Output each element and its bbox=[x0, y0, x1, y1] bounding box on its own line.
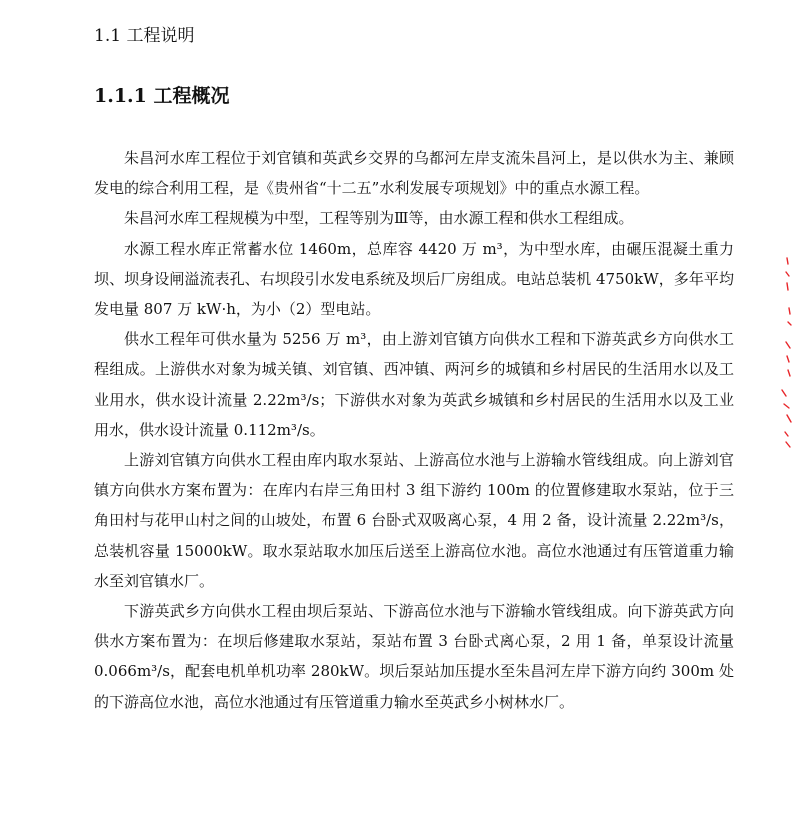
paragraph-overview: 朱昌河水库工程位于刘官镇和英武乡交界的乌都河左岸支流朱昌河上，是以供水为主、兼顾发电的综合利用工程，是《贵州省“十二五”水利发展专项规划》中的重点水源工程。 bbox=[94, 149, 734, 198]
paragraph-water-supply: 供水工程年可供水量为 5256 万 m³，由上游刘官镇方向供水工程和下游英武乡方向供水工程组成。上游供水对象为城关镇、刘官镇、西冲镇、两河乡的城镇和乡村居民的生活用水以及工业用水，供水设计流量 2.22m³/s；下游供水对象为英武乡城镇和乡村居民的生活用水以及工业用水，供水设计流量 0.112m³/s。 bbox=[94, 330, 734, 439]
paragraph-downstream-supply: 下游英武乡方向供水工程由坝后泵站、下游高位水池与下游输水管线组成。向下游英武方向供水方案布置为：在坝后修建取水泵站，泵站布置 3 台卧式离心泵，2 用 1 备，单泵设计流量 0.066m³/s，配套电机单机功率 280kW。坝后泵站加压提水至朱昌河左岸下游方向约 300m 处的下游高位水池，高位水池通过有压管道重力输水至英武乡小树林水厂。 bbox=[94, 602, 734, 711]
paragraph-water-source: 水源工程水库正常蓄水位 1460m，总库容 4420 万 m³，为中型水库，由碾压混凝土重力坝、坝身设闸溢流表孔、右坝段引水发电系统及坝后厂房组成。电站总装机 4750kW，多年平均发电量 807 万 kW·h，为小（2）型电站。 bbox=[94, 239, 734, 319]
subsection-number: 1.1.1 bbox=[94, 85, 147, 107]
subsection-heading bbox=[94, 83, 230, 109]
section-title: 工程说明 bbox=[126, 26, 195, 46]
section-heading bbox=[94, 24, 194, 48]
paragraph-scale: 朱昌河水库工程规模为中型，工程等别为Ⅲ等，由水源工程和供水工程组成。 bbox=[124, 209, 634, 228]
margin-annotation-marks bbox=[772, 250, 793, 450]
paragraph-upstream-supply: 上游刘官镇方向供水工程由库内取水泵站、上游高位水池与上游输水管线组成。向上游刘官镇方向供水方案布置为：在库内右岸三角田村 3 组下游约 100m 的位置修建取水泵站，位于三角田村与花甲山村之间的山坡处，布置 6 台卧式双吸离心泵，4 用 2 备，设计流量 2.22m³/s，总装机容量 15000kW。取水泵站取水加压后送至上游高位水池。高位水池通过有压管道重力输水至刘官镇水厂。 bbox=[94, 451, 734, 590]
section-number: 1.1 bbox=[94, 26, 122, 46]
subsection-title: 工程概况 bbox=[153, 85, 230, 107]
body-text bbox=[94, 143, 734, 717]
